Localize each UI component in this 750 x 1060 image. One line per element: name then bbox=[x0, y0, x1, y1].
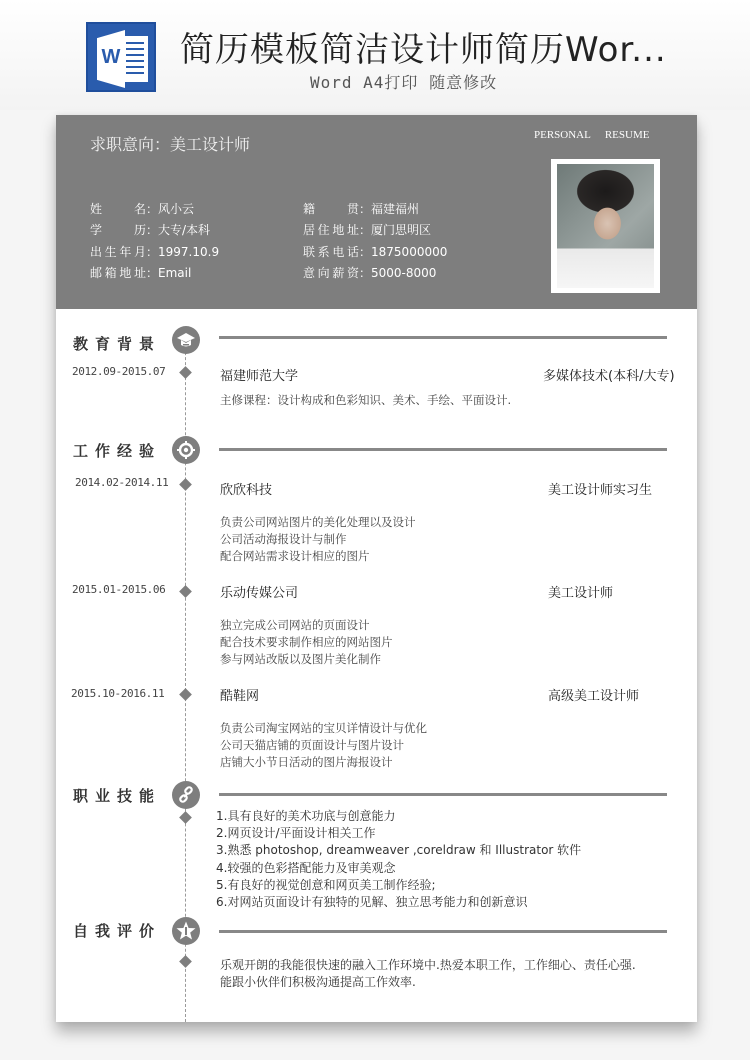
info-colon: ： bbox=[359, 202, 372, 216]
resume-header bbox=[56, 115, 697, 309]
section-rule bbox=[219, 336, 667, 339]
section-title-education: 教育背景 bbox=[73, 335, 162, 353]
job-intent: 求职意向：美工设计师 bbox=[90, 135, 251, 154]
skill-item: 1.具有良好的美术功底与创意能力 bbox=[216, 809, 396, 823]
info-colon: ： bbox=[359, 223, 372, 237]
template-title: 简历模板简洁设计师简历Wor... bbox=[180, 30, 667, 70]
section-rule bbox=[219, 448, 667, 451]
info-label: 出生年月 bbox=[90, 245, 146, 259]
job-company: 酷鞋网 bbox=[220, 689, 260, 704]
job-duty: 负责公司网站图片的美化处理以及设计 bbox=[220, 515, 416, 529]
job-company: 欣欣科技 bbox=[220, 483, 273, 498]
edu-courses: 主修课程：设计构成和色彩知识、美术、手绘、平面设计. bbox=[220, 393, 512, 407]
edu-date: 2012.09-2015.07 bbox=[72, 365, 166, 378]
job-title: 美工设计师 bbox=[548, 586, 614, 601]
info-native-place bbox=[303, 200, 419, 217]
graduation-cap-icon bbox=[172, 326, 200, 354]
info-value: 风小云 bbox=[158, 202, 195, 216]
info-phone bbox=[303, 243, 447, 260]
job-duty: 公司活动海报设计与制作 bbox=[220, 532, 347, 546]
info-address bbox=[303, 221, 431, 238]
info-value: 1997.10.9 bbox=[158, 245, 220, 259]
skill-item: 5.有良好的视觉创意和网页美工制作经验; bbox=[216, 878, 436, 892]
info-value: Email bbox=[158, 266, 192, 280]
info-birthdate bbox=[90, 243, 219, 260]
skill-item: 4.较强的色彩搭配能力及审美观念 bbox=[216, 861, 396, 875]
info-colon: ： bbox=[146, 223, 159, 237]
job-title: 高级美工设计师 bbox=[548, 689, 640, 704]
self-eval-text: 能跟小伙伴们积极沟通提高工作效率. bbox=[220, 975, 416, 989]
timeline-diamond bbox=[179, 955, 192, 968]
profile-photo-frame bbox=[551, 159, 660, 293]
job-duty: 独立完成公司网站的页面设计 bbox=[220, 618, 370, 632]
info-name bbox=[90, 200, 194, 217]
job-company: 乐动传媒公司 bbox=[220, 586, 299, 601]
skill-item: 3.熟悉 photoshop, dreamweaver ,coreldraw 和 Illustrator 软件 bbox=[216, 843, 582, 857]
edu-major: 多媒体技术(本科/大专) bbox=[543, 369, 675, 384]
info-value: 大专/本科 bbox=[158, 223, 211, 237]
star-icon bbox=[172, 917, 200, 945]
timeline-diamond bbox=[179, 366, 192, 379]
info-salary bbox=[303, 264, 436, 281]
skill-item: 6.对网站页面设计有独特的见解、独立思考能力和创新意识 bbox=[216, 895, 528, 909]
info-label: 籍贯 bbox=[303, 202, 359, 216]
info-label: 联系电话 bbox=[303, 245, 359, 259]
info-education bbox=[90, 221, 210, 238]
section-title-self-eval: 自我评价 bbox=[73, 922, 162, 940]
info-colon: ： bbox=[359, 266, 372, 280]
info-colon: ： bbox=[359, 245, 372, 259]
info-value: 1875000000 bbox=[371, 245, 448, 259]
timeline-diamond bbox=[179, 811, 192, 824]
info-value: 福建福州 bbox=[371, 202, 420, 216]
info-colon: ： bbox=[146, 266, 159, 280]
info-label: 学历 bbox=[90, 223, 146, 237]
edu-school: 福建师范大学 bbox=[220, 369, 299, 384]
timeline-diamond bbox=[179, 688, 192, 701]
job-duty: 店铺大小节日活动的图片海报设计 bbox=[220, 755, 393, 769]
word-icon bbox=[86, 22, 156, 92]
info-value: 厦门思明区 bbox=[371, 223, 432, 237]
info-label: 意向薪资 bbox=[303, 266, 359, 280]
job-duty: 公司天猫店铺的页面设计与图片设计 bbox=[220, 738, 404, 752]
job-duty: 配合技术要求制作相应的网站图片 bbox=[220, 635, 393, 649]
section-title-skills: 职业技能 bbox=[73, 787, 162, 805]
template-subtitle: Word A4打印 随意修改 bbox=[310, 73, 498, 92]
info-colon: ： bbox=[146, 245, 159, 259]
profile-photo bbox=[557, 164, 654, 288]
timeline-diamond bbox=[179, 478, 192, 491]
section-rule bbox=[219, 930, 667, 933]
job-date: 2015.10-2016.11 bbox=[71, 687, 165, 700]
info-value: 5000-8000 bbox=[371, 266, 437, 280]
word-w-glyph: W bbox=[101, 46, 121, 68]
info-label: 居住地址 bbox=[303, 223, 359, 237]
section-title-work: 工作经验 bbox=[73, 442, 162, 460]
job-duty: 负责公司淘宝网站的宝贝详情设计与优化 bbox=[220, 721, 427, 735]
section-rule bbox=[219, 793, 667, 796]
self-eval-text: 乐观开朗的我能很快速的融入工作环境中.热爱本职工作，工作细心、责任心强. bbox=[220, 958, 636, 972]
timeline-diamond bbox=[179, 585, 192, 598]
info-email bbox=[90, 264, 191, 281]
resume-page bbox=[56, 115, 697, 1022]
tag-resume: RESUME bbox=[604, 129, 650, 141]
info-colon: ： bbox=[146, 202, 159, 216]
job-date: 2015.01-2015.06 bbox=[72, 583, 166, 596]
tag-personal: PERSONAL bbox=[534, 129, 591, 141]
skill-item: 2.网页设计/平面设计相关工作 bbox=[216, 826, 376, 840]
job-duty: 参与网站改版以及图片美化制作 bbox=[220, 652, 381, 666]
info-label: 邮箱地址 bbox=[90, 266, 146, 280]
job-title: 美工设计师实习生 bbox=[548, 483, 653, 498]
link-icon bbox=[172, 781, 200, 809]
info-label: 姓名 bbox=[90, 202, 146, 216]
job-date: 2014.02-2014.11 bbox=[75, 476, 169, 489]
preview-banner bbox=[0, 0, 750, 110]
target-icon bbox=[172, 436, 200, 464]
job-duty: 配合网站需求设计相应的图片 bbox=[220, 549, 370, 563]
personal-resume-tag bbox=[534, 129, 649, 141]
